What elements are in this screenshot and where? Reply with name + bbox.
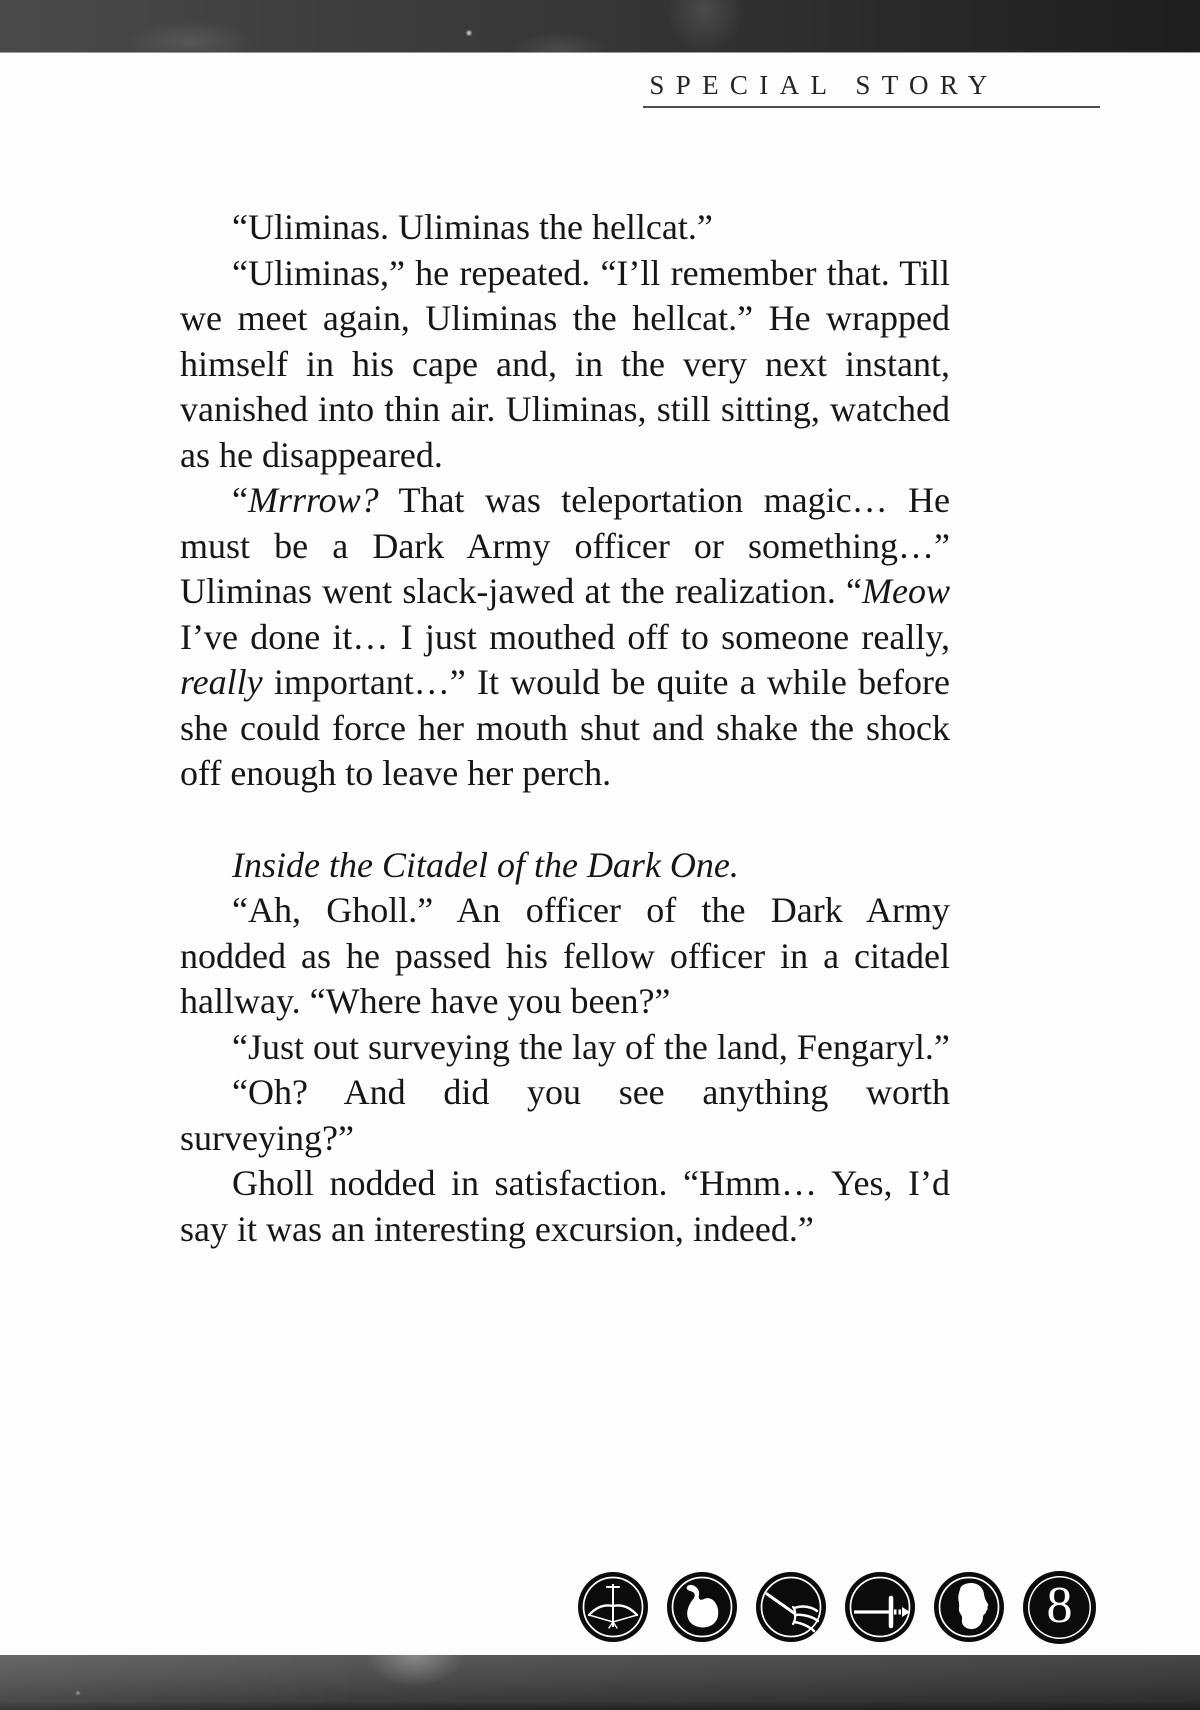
paragraph: Inside the Citadel of the Dark One. [232, 844, 739, 885]
paragraph: “Uliminas. Uliminas the hellcat.” [232, 207, 713, 247]
sword-icon [845, 1572, 915, 1642]
page-header [643, 70, 1100, 108]
paragraph: Gholl nodded in satisfaction. “Hmm… Yes, I’d say it was an interesting excursion, indeed.” [180, 1163, 950, 1249]
bow-and-arrow-icon [578, 1572, 648, 1642]
paragraph: “Ah, Gholl.” An officer of the Dark Army nodded as he passed his fellow officer in a citadel hallway. “Where have you been?” [180, 890, 950, 1021]
top-scan-bar [0, 0, 1200, 53]
footer-ornaments [578, 1570, 1096, 1644]
head-profile-icon [934, 1572, 1004, 1642]
whip-icon [667, 1572, 737, 1642]
section-title: SPECIAL STORY [649, 70, 999, 100]
page-number: 8 [1046, 1577, 1073, 1634]
story-text [180, 205, 950, 1252]
paragraph: “Uliminas,” he repeated. “I’ll remember that. Till we meet again, Uliminas the hellcat.” He wrapped himself in his cape and, in the very next instant, vanished into thin air. Uliminas, still sitting, watched as he disappeared. [180, 252, 950, 475]
page-number-badge [1023, 1571, 1096, 1644]
bottom-scan-bar [0, 1655, 1200, 1710]
paragraph: “Mrrrow? That was teleportation magic… He must be a Dark Army officer or something…” Uliminas went slack-jawed at the realization. “Meow I’ve done it… I just mouthed off to someone really, really important…” It would be quite a while before she could force her mouth shut and shake the shock off enough to leave her perch. [180, 480, 950, 793]
pitchfork-icon [756, 1572, 826, 1642]
paragraph: “Just out surveying the lay of the land, Fengaryl.” [232, 1026, 950, 1067]
paragraph: “Oh? And did you see anything worth surveying?” [180, 1072, 950, 1158]
